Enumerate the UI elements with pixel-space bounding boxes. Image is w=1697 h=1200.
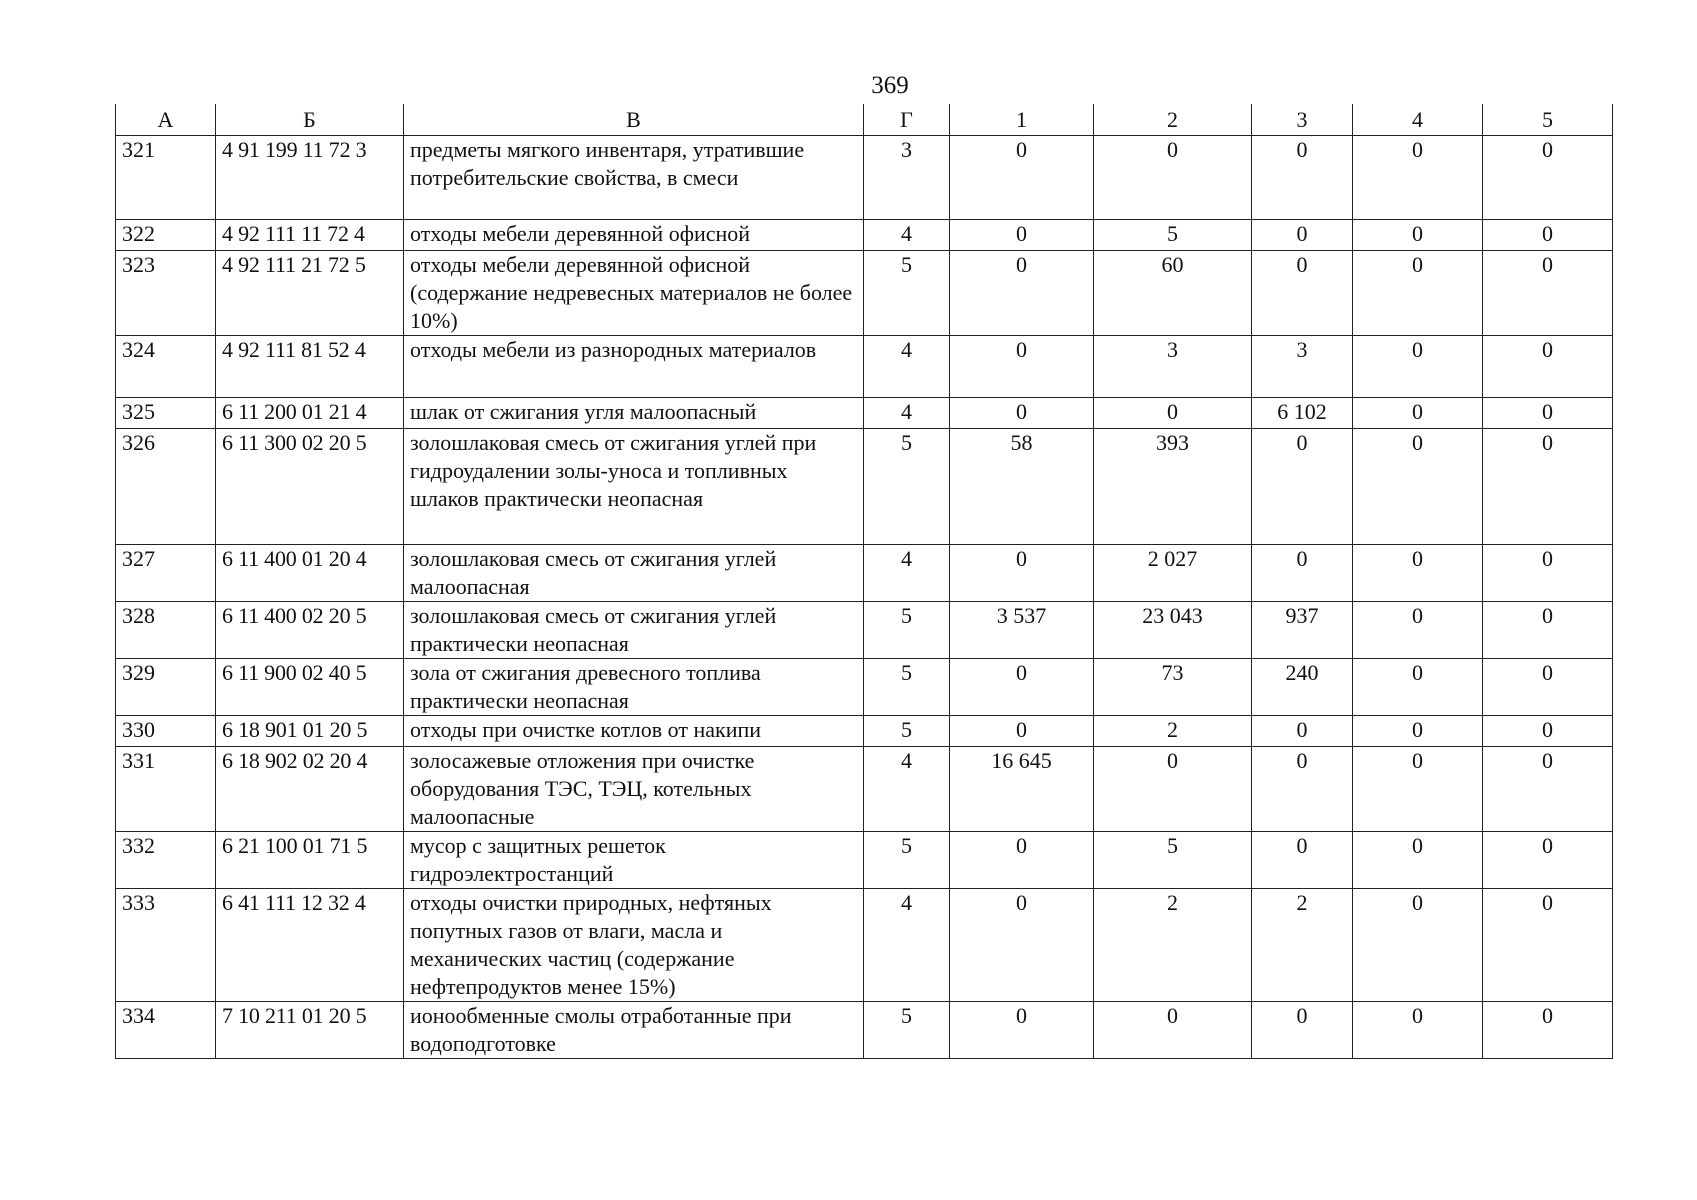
waste-code: 6 11 200 01 21 4 [216, 398, 404, 429]
column-header-a: А [116, 104, 216, 136]
value-col-4: 0 [1353, 251, 1483, 336]
value-col-4: 0 [1353, 716, 1483, 747]
value-col-4: 0 [1353, 398, 1483, 429]
value-col-3: 240 [1252, 659, 1353, 716]
waste-description: отходы мебели из разнородных материалов [404, 336, 864, 398]
value-col-5: 0 [1483, 889, 1613, 1002]
hazard-class: 4 [864, 336, 950, 398]
hazard-class: 5 [864, 251, 950, 336]
table-row [116, 889, 1613, 1002]
column-header-2: 2 [1094, 104, 1252, 136]
value-col-5: 0 [1483, 602, 1613, 659]
value-col-4: 0 [1353, 1002, 1483, 1059]
row-number: 321 [116, 136, 216, 220]
row-number: 322 [116, 220, 216, 251]
value-col-1: 0 [950, 1002, 1094, 1059]
value-col-5: 0 [1483, 220, 1613, 251]
value-col-1: 0 [950, 545, 1094, 602]
value-col-4: 0 [1353, 136, 1483, 220]
value-col-5: 0 [1483, 659, 1613, 716]
waste-code: 6 11 900 02 40 5 [216, 659, 404, 716]
value-col-5: 0 [1483, 429, 1613, 545]
value-col-5: 0 [1483, 251, 1613, 336]
waste-description: золошлаковая смесь от сжигания углей при гидроудалении золы-уноса и топливных шлаков практически неопасная [404, 429, 864, 545]
value-col-1: 0 [950, 398, 1094, 429]
waste-description: зола от сжигания древесного топлива практически неопасная [404, 659, 864, 716]
column-header-1: 1 [950, 104, 1094, 136]
column-header-3: 3 [1252, 104, 1353, 136]
table-row [116, 398, 1613, 429]
value-col-1: 16 645 [950, 747, 1094, 832]
value-col-1: 0 [950, 251, 1094, 336]
value-col-5: 0 [1483, 716, 1613, 747]
page-number: 369 [871, 72, 909, 99]
table-row [116, 659, 1613, 716]
value-col-5: 0 [1483, 136, 1613, 220]
value-col-3: 0 [1252, 429, 1353, 545]
value-col-1: 0 [950, 832, 1094, 889]
hazard-class: 5 [864, 832, 950, 889]
value-col-3: 0 [1252, 747, 1353, 832]
value-col-4: 0 [1353, 889, 1483, 1002]
row-number: 330 [116, 716, 216, 747]
waste-code: 6 18 901 01 20 5 [216, 716, 404, 747]
waste-description: отходы очистки природных, нефтяных попутных газов от влаги, масла и механических частиц (содержание нефтепродуктов менее 15%) [404, 889, 864, 1002]
waste-table [115, 104, 1613, 1059]
hazard-class: 5 [864, 429, 950, 545]
value-col-2: 393 [1094, 429, 1252, 545]
value-col-5: 0 [1483, 1002, 1613, 1059]
value-col-2: 0 [1094, 747, 1252, 832]
value-col-3: 2 [1252, 889, 1353, 1002]
table-row [116, 251, 1613, 336]
table-row [116, 832, 1613, 889]
table-row [116, 602, 1613, 659]
table-body [116, 136, 1613, 1059]
row-number: 333 [116, 889, 216, 1002]
value-col-2: 73 [1094, 659, 1252, 716]
hazard-class: 4 [864, 747, 950, 832]
value-col-2: 3 [1094, 336, 1252, 398]
hazard-class: 5 [864, 602, 950, 659]
column-header-5: 5 [1483, 104, 1613, 136]
value-col-3: 937 [1252, 602, 1353, 659]
waste-code: 6 21 100 01 71 5 [216, 832, 404, 889]
column-header-v: В [404, 104, 864, 136]
value-col-1: 58 [950, 429, 1094, 545]
value-col-4: 0 [1353, 659, 1483, 716]
hazard-class: 4 [864, 220, 950, 251]
value-col-4: 0 [1353, 545, 1483, 602]
value-col-4: 0 [1353, 429, 1483, 545]
row-number: 332 [116, 832, 216, 889]
value-col-4: 0 [1353, 336, 1483, 398]
waste-code: 4 91 199 11 72 3 [216, 136, 404, 220]
waste-description: ионообменные смолы отработанные при водоподготовке [404, 1002, 864, 1059]
waste-description: отходы при очистке котлов от накипи [404, 716, 864, 747]
value-col-3: 3 [1252, 336, 1353, 398]
hazard-class: 5 [864, 716, 950, 747]
value-col-2: 2 027 [1094, 545, 1252, 602]
row-number: 325 [116, 398, 216, 429]
waste-description: золосажевые отложения при очистке оборудования ТЭС, ТЭЦ, котельных малоопасные [404, 747, 864, 832]
row-number: 326 [116, 429, 216, 545]
value-col-3: 0 [1252, 220, 1353, 251]
value-col-3: 0 [1252, 716, 1353, 747]
table-row [116, 429, 1613, 545]
value-col-3: 0 [1252, 136, 1353, 220]
waste-description: отходы мебели деревянной офисной [404, 220, 864, 251]
waste-code: 4 92 111 21 72 5 [216, 251, 404, 336]
value-col-4: 0 [1353, 602, 1483, 659]
waste-code: 6 11 400 02 20 5 [216, 602, 404, 659]
header-row [116, 104, 1613, 136]
waste-description: отходы мебели деревянной офисной (содержание недревесных материалов не более 10%) [404, 251, 864, 336]
value-col-3: 0 [1252, 832, 1353, 889]
value-col-2: 2 [1094, 889, 1252, 1002]
value-col-2: 5 [1094, 832, 1252, 889]
value-col-1: 0 [950, 889, 1094, 1002]
value-col-1: 0 [950, 336, 1094, 398]
value-col-2: 0 [1094, 136, 1252, 220]
value-col-3: 0 [1252, 545, 1353, 602]
value-col-2: 5 [1094, 220, 1252, 251]
table-row [116, 1002, 1613, 1059]
value-col-5: 0 [1483, 398, 1613, 429]
value-col-2: 2 [1094, 716, 1252, 747]
row-number: 328 [116, 602, 216, 659]
value-col-1: 0 [950, 136, 1094, 220]
table-row [116, 545, 1613, 602]
hazard-class: 4 [864, 545, 950, 602]
waste-code: 7 10 211 01 20 5 [216, 1002, 404, 1059]
waste-description: шлак от сжигания угля малоопасный [404, 398, 864, 429]
row-number: 323 [116, 251, 216, 336]
value-col-4: 0 [1353, 832, 1483, 889]
value-col-2: 0 [1094, 1002, 1252, 1059]
value-col-5: 0 [1483, 832, 1613, 889]
value-col-1: 0 [950, 716, 1094, 747]
waste-description: предметы мягкого инвентаря, утратившие потребительские свойства, в смеси [404, 136, 864, 220]
table-row [116, 747, 1613, 832]
waste-code: 6 11 400 01 20 4 [216, 545, 404, 602]
value-col-1: 3 537 [950, 602, 1094, 659]
hazard-class: 4 [864, 398, 950, 429]
row-number: 334 [116, 1002, 216, 1059]
waste-code: 6 41 111 12 32 4 [216, 889, 404, 1002]
value-col-4: 0 [1353, 220, 1483, 251]
value-col-2: 0 [1094, 398, 1252, 429]
value-col-1: 0 [950, 220, 1094, 251]
waste-description: золошлаковая смесь от сжигания углей практически неопасная [404, 602, 864, 659]
value-col-5: 0 [1483, 545, 1613, 602]
value-col-4: 0 [1353, 747, 1483, 832]
value-col-3: 0 [1252, 251, 1353, 336]
column-header-g: Г [864, 104, 950, 136]
waste-code: 4 92 111 11 72 4 [216, 220, 404, 251]
hazard-class: 5 [864, 659, 950, 716]
value-col-5: 0 [1483, 747, 1613, 832]
waste-table-container [115, 104, 1612, 1059]
column-header-b: Б [216, 104, 404, 136]
table-row [116, 220, 1613, 251]
column-header-4: 4 [1353, 104, 1483, 136]
table-row [116, 716, 1613, 747]
waste-code: 6 11 300 02 20 5 [216, 429, 404, 545]
waste-code: 6 18 902 02 20 4 [216, 747, 404, 832]
waste-description: золошлаковая смесь от сжигания углей малоопасная [404, 545, 864, 602]
waste-description: мусор с защитных решеток гидроэлектростанций [404, 832, 864, 889]
value-col-5: 0 [1483, 336, 1613, 398]
value-col-3: 6 102 [1252, 398, 1353, 429]
row-number: 329 [116, 659, 216, 716]
hazard-class: 3 [864, 136, 950, 220]
hazard-class: 5 [864, 1002, 950, 1059]
row-number: 327 [116, 545, 216, 602]
row-number: 331 [116, 747, 216, 832]
value-col-2: 23 043 [1094, 602, 1252, 659]
row-number: 324 [116, 336, 216, 398]
table-row [116, 136, 1613, 220]
waste-code: 4 92 111 81 52 4 [216, 336, 404, 398]
value-col-3: 0 [1252, 1002, 1353, 1059]
value-col-1: 0 [950, 659, 1094, 716]
value-col-2: 60 [1094, 251, 1252, 336]
hazard-class: 4 [864, 889, 950, 1002]
table-row [116, 336, 1613, 398]
